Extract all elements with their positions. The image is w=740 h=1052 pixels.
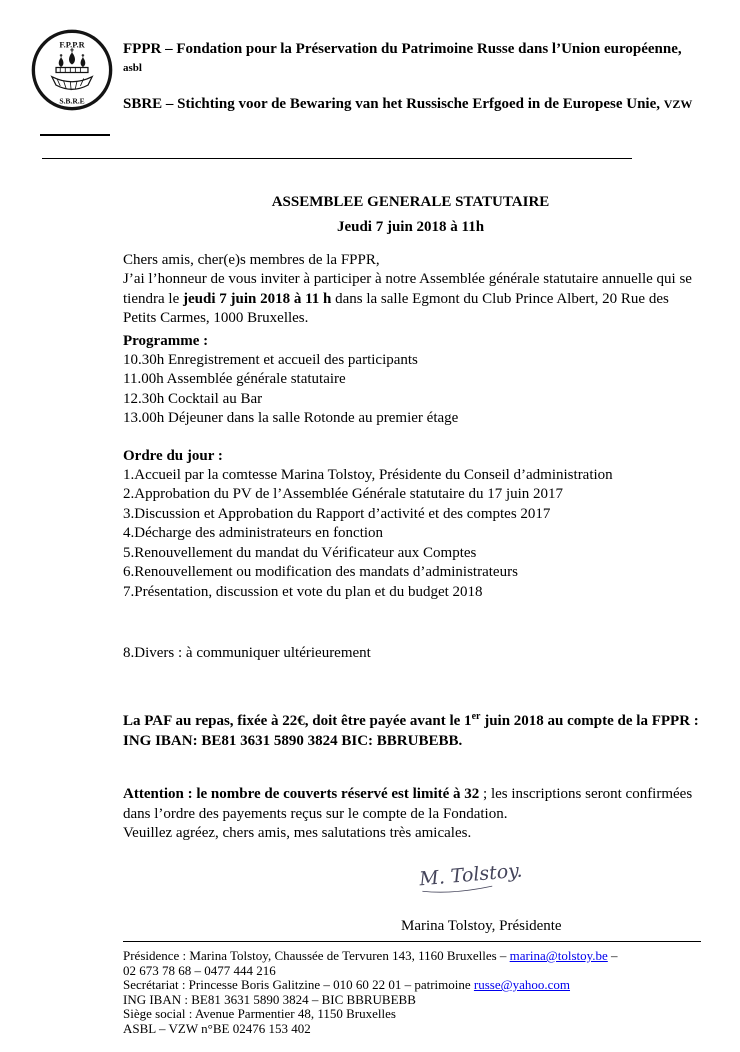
invitation-post: dans la salle Egmont du Club Prince Albert, 20 Rue des Petits Carmes, 1000 Bruxelles.	[123, 290, 669, 327]
signature-text: M. Tolstoy.	[418, 859, 524, 891]
logo-top-text: F.P.P.R	[59, 40, 85, 50]
logo-underline	[40, 134, 110, 136]
signatory-name: Marina Tolstoy, Présidente	[401, 918, 562, 935]
attention-bold: Attention : le nombre de couverts réservé est limité à 32	[123, 786, 480, 803]
org-name-nl-text: SBRE – Stichting voor de Bewaring van het Russische Erfgoed in de Europese Unie,	[123, 96, 660, 112]
document-subtitle-date: Jeudi 7 juin 2018 à 11h	[336, 219, 485, 235]
attention-rest: ; les inscriptions seront confirmées dans l’ordre des payements reçus sur le compte de la Fondation.	[123, 786, 693, 822]
agenda-item: 1.Accueil par la comtesse Marina Tolstoy, Présidente du Conseil d’administration	[123, 467, 613, 484]
church-base-columns	[60, 67, 80, 72]
footer-iban-line: ING IBAN : BE81 3631 5890 3824 – BIC BBRUBEBB	[123, 991, 416, 1007]
agenda-item: 6.Renouvellement ou modification des mandats d’administrateurs	[123, 564, 518, 581]
agenda-label: Ordre du jour :	[123, 447, 223, 464]
agenda-item-divers: 8.Divers : à communiquer ultérieurement	[123, 644, 371, 661]
attention-paragraph	[123, 785, 701, 824]
footer-divider	[123, 941, 701, 942]
salutation: Chers amis, cher(e)s membres de la FPPR,	[123, 252, 380, 268]
agenda-item: 7.Présentation, discussion et vote du plan et du budget 2018	[123, 583, 483, 600]
email-link-marina[interactable]: marina@tolstoy.be	[509, 948, 608, 963]
signature-icon	[413, 849, 573, 895]
agenda-item: 3.Discussion et Approbation du Rapport d’activité et des comptes 2017	[123, 505, 551, 522]
closing-line: Veuillez agréez, chers amis, mes salutations très amicales.	[123, 824, 472, 841]
fppr-logo-emblem	[30, 26, 114, 114]
header-divider	[42, 158, 632, 159]
document-title-block	[123, 192, 698, 237]
org-name-fr: FPPR – Fondation pour la Préservation du Patrimoine Russe dans l’Union européenne,	[123, 41, 682, 57]
document-title: ASSEMBLEE GENERALE STATUTAIRE	[271, 194, 550, 210]
letterhead	[123, 40, 723, 114]
org-name-fr-suffix: asbl	[123, 62, 142, 74]
footer-address-line: Siège social : Avenue Parmentier 48, 1150 Bruxelles	[123, 1006, 396, 1022]
payment-ordinal: er	[471, 711, 481, 723]
footer-secretariat-text: Secrétariat : Princesse Boris Galitzine – 010 60 22 01 – patrimoine	[123, 977, 474, 993]
center-dome-icon	[69, 52, 75, 64]
footer-presidence-text: Présidence : Marina Tolstoy, Chaussée de Tervuren 143, 1160 Bruxelles –	[123, 948, 510, 963]
org-name-nl-suffix: VZW	[663, 97, 693, 111]
agenda-item: 2.Approbation du PV de l’Assemblée Générale statutaire du 17 juin 2017	[123, 486, 564, 503]
payment-pre: La PAF au repas, fixée à 22€, doit être payée avant le 1	[123, 713, 472, 730]
logo-bottom-text: S.B.R.E	[59, 96, 85, 106]
left-dome-icon	[59, 57, 64, 67]
programme-item: 12.30h Cocktail au Bar	[123, 390, 263, 407]
org-name-nl	[123, 95, 723, 114]
hull-shape	[52, 77, 92, 90]
programme-item: 13.00h Déjeuner dans la salle Rotonde au premier étage	[123, 410, 459, 427]
footer-registration-line: ASBL – VZW n°BE 02476 153 402	[123, 1020, 311, 1036]
letter-body	[123, 251, 701, 937]
footer-secretariat-line	[123, 978, 723, 993]
payment-paragraph	[123, 707, 701, 751]
fppr-logo	[30, 26, 114, 114]
right-dome-icon	[81, 57, 86, 67]
footer-presidence-tail: –	[607, 948, 618, 963]
programme-item: 11.00h Assemblée générale statutaire	[123, 371, 346, 388]
email-link-patrimoine[interactable]: russe@yahoo.com	[473, 977, 571, 993]
payment-post: juin 2018 au compte de la FPPR : ING IBAN: BE81 3631 5890 3824 BIC: BBRUBEBB.	[123, 713, 699, 749]
invitation-paragraph	[123, 270, 701, 328]
church-base	[56, 67, 88, 72]
agenda-item: 5.Renouvellement du mandat du Vérificateur aux Comptes	[123, 544, 477, 561]
invitation-date-bold: jeudi 7 juin 2018 à 11 h	[182, 290, 336, 307]
footer-contact-block	[123, 949, 723, 1037]
agenda-item: 4.Décharge des administrateurs en fonction	[123, 525, 384, 542]
programme-item: 10.30h Enregistrement et accueil des participants	[123, 352, 418, 369]
invitation-pre: J’ai l’honneur de vous inviter à participer à notre Assemblée générale statutaire annuelle qui se tiendra le	[123, 271, 692, 307]
footer-phone-line: 02 673 78 68 – 0477 444 216	[123, 962, 276, 978]
programme-label: Programme :	[123, 332, 209, 349]
handwritten-signature	[413, 849, 701, 895]
footer-presidence-line	[123, 949, 723, 964]
